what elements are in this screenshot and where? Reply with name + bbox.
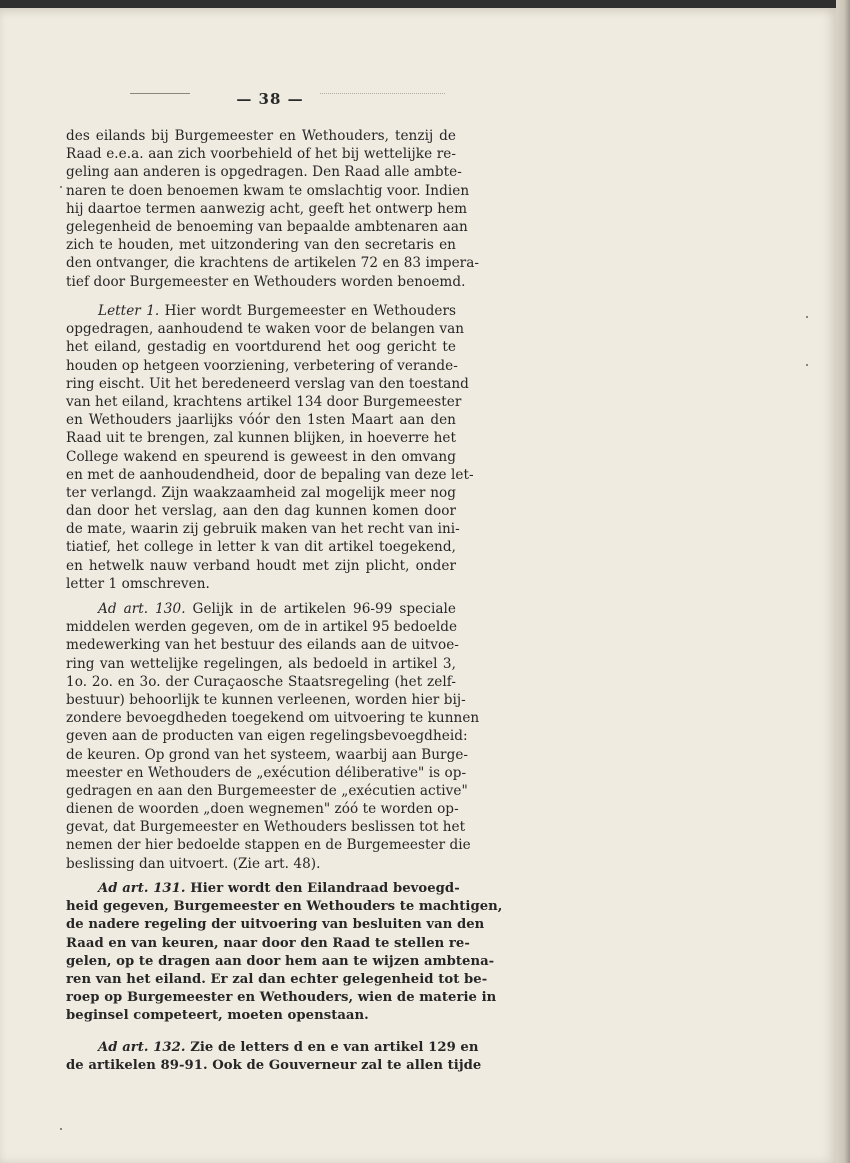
text-line: ring van wettelijke regelingen, als bedoeld in artikel 3, (66, 655, 456, 672)
text-line: opgedragen, aanhoudend te waken voor de belangen van (66, 321, 465, 338)
text-line: zich te houden, met uitzondering van den secretaris en (66, 237, 456, 254)
text-line: het eiland, gestadig en voortdurend het oog gericht te (66, 339, 456, 356)
text-line: bestuur) behoorlijk te kunnen verleenen, worden hier bij- (66, 691, 466, 708)
text-line: meester en Wethouders de „exécution déliberative" is op- (66, 764, 467, 781)
text-line: dienen de woorden „doen wegnemen" zóó te worden op- (66, 801, 459, 818)
paragraph-lead: Ad art. 130. (98, 601, 186, 617)
text-line: ter verlangd. Zijn waakzaamheid zal mogelijk meer nog (66, 484, 456, 501)
text-line: gelegenheid de benoeming van bepaalde ambtenaren aan (66, 218, 468, 235)
text-line: tiatief, het college in letter k van dit artikel toegekend, (66, 539, 456, 556)
scan-speck (60, 1128, 62, 1130)
text-line: den ontvanger, die krachtens de artikelen 72 en 83 impera- (66, 255, 480, 272)
page-edge (836, 0, 850, 1163)
paragraph-art-131 (66, 880, 503, 1026)
text-line-first (66, 880, 460, 898)
first-line-text: Gelijk in de artikelen 96-99 speciale (192, 601, 456, 617)
text-line: de artikelen 89-91. Ook de Gouverneur zal te allen tijde (66, 1058, 482, 1074)
scan-speck (60, 186, 62, 188)
scan-speck (806, 316, 808, 318)
text-line: middelen werden gegeven, om de in artikel 95 bedoelde (66, 619, 458, 636)
text-line: tief door Burgemeester en Wethouders worden benoemd. (66, 273, 466, 290)
text-line: Raad uit te brengen, zal kunnen blijken, in hoeverre het (66, 430, 457, 447)
text-line: en met de aanhoudendheid, door de bepaling van deze let- (66, 466, 474, 483)
text-line: zondere bevoegdheden toegekend om uitvoering te kunnen (66, 710, 480, 727)
text-line: de keuren. Op grond van het systeem, waarbij aan Burge- (66, 746, 469, 763)
text-line: Raad e.e.a. aan zich voorbehield of het bij wettelijke re- (66, 146, 456, 163)
text-line: Raad en van keuren, naar door den Raad te stellen re- (66, 935, 470, 951)
scan-speck (806, 364, 808, 366)
paragraph-lead: Ad art. 132. (98, 1040, 186, 1055)
text-line: dan door het verslag, aan den dag kunnen komen door (66, 503, 456, 520)
text-line: naren te doen benoemen kwam te omslachtig voor. Indien (66, 182, 470, 199)
first-line-text: Hier wordt Burgemeester en Wethouders (164, 303, 457, 319)
text-line: medewerking van het bestuur des eilands aan de uitvoe- (66, 637, 459, 654)
paragraph-art-132 (66, 1039, 482, 1075)
paragraph-art-130 (66, 600, 480, 873)
text-line: beginsel competeert, moeten openstaan. (66, 1008, 369, 1024)
text-line-first (66, 302, 456, 320)
text-line: roep op Burgemeester en Wethouders, wien de materie in (66, 990, 497, 1006)
text-line: des eilands bij Burgemeester en Wethouders, tenzij de (66, 128, 456, 144)
text-line: heid gegeven, Burgemeester en Wethouders te machtigen, (66, 899, 503, 915)
text-line-first (66, 600, 456, 618)
text-line-first (66, 1039, 479, 1057)
text-line: ring eischt. Uit het beredeneerd verslag van den toestand (66, 375, 469, 392)
text-line: de mate, waarin zij gebruik maken van het recht van ini- (66, 521, 460, 538)
text-line: en hetwelk nauw verband houdt met zijn plicht, onder (66, 557, 456, 574)
text-line: hij daartoe termen aanwezig acht, geeft het ontwerp hem (66, 200, 468, 217)
text-line: gedragen en aan den Burgemeester de „exécutien active" (66, 782, 468, 799)
text-line: houden op hetgeen voorziening, verbetering of verande- (66, 357, 458, 374)
text-line: de nadere regeling der uitvoering van besluiten van den (66, 917, 485, 933)
paragraph-letter-1 (66, 302, 474, 593)
text-line: College wakend en speurend is geweest in den omvang (66, 448, 456, 465)
text-line: ren van het eiland. Er zal dan echter gelegenheid tot be- (66, 971, 488, 987)
text-line: geven aan de producten van eigen regelingsbevoegdheid: (66, 728, 468, 745)
text-line: nemen der hier bedoelde stappen en de Burgemeester die (66, 837, 471, 854)
text-line: letter 1 omschreven. (66, 575, 210, 592)
paragraph-lead: Ad art. 131. (98, 881, 186, 896)
text-line: beslissing dan uitvoert. (Zie art. 48). (66, 855, 321, 872)
paragraph-continuation (66, 127, 480, 291)
text-line: gevat, dat Burgemeester en Wethouders beslissen tot het (66, 819, 466, 836)
first-line-text: Hier wordt den Eilandraad bevoegd- (190, 881, 460, 896)
first-line-text: Zie de letters d en e van artikel 129 en (190, 1040, 479, 1055)
text-line: gelen, op te dragen aan door hem aan te wijzen ambtena- (66, 953, 495, 969)
text-line: en Wethouders jaarlijks vóór den 1sten Maart aan den (66, 412, 456, 429)
page-number: — 38 — (236, 90, 304, 108)
text-line: geling aan anderen is opgedragen. Den Raad alle ambte- (66, 164, 462, 181)
paragraph-lead: Letter 1. (98, 303, 160, 319)
text-line: 1o. 2o. en 3o. der Curaçaosche Staatsregeling (het zelf- (66, 673, 456, 690)
text-line: van het eiland, krachtens artikel 134 door Burgemeester (66, 393, 462, 410)
